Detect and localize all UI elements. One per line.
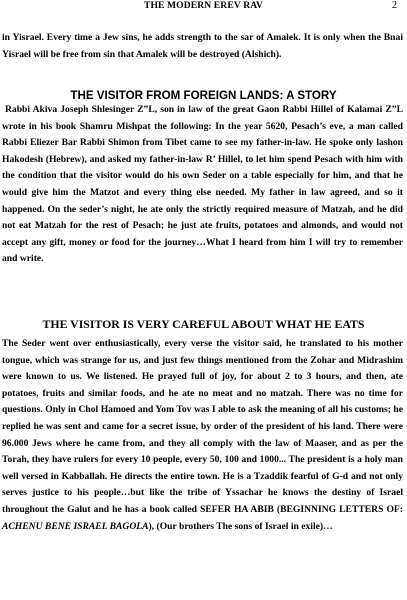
paragraph-opening: in Yisrael. Every time a Jew sins, he adds strength to the sar of Amalek. It is only when the Bnai Yisrael will be free from sin that Amalek will be destroyed (Alshich). [2,32,403,60]
paragraph-careful-eating-tail: ), (Our brothers The sons of Israel in exile)… [148,520,333,532]
paragraph-careful-eating-italic: ACHENU BENE ISRAEL BAGOLA [2,520,149,532]
running-header [0,0,407,12]
paragraph-careful-eating-main: The Seder went over enthusiastically, every verse the visitor said, he translated to his mother tongue, which was strange for us, and just few things mentioned from the Zohar and Midrashim were known to us. We listened. He prayed full of joy, for about 2 to 3 hours, and then, ate potatoes, fruits and similar foods, and he ate no meat and no matzah. There was no time for questions. Only in Chol Hamoed and Yom Tov was I able to ask the meaning of all his customs; he replied he was sent and came for a secret issue, by order of the president of his land. There were 96.000 Jews where he came from, and they all comply with the law of Maaser, and as per the Torah, they have rulers for every 10 people, every 50, 100 and 1000... The president is a holy man well versed in Kabballah. He directs the entire town. He is a Tzaddik fearful of G-d and not only serves justice to his people…but like the tribe of Yssachar he knows the destiny of Israel throughout the Galut and he has a book called SEFER HA ABIB (BEGINNING LETTERS OF: [2,338,403,515]
section-heading-visitor-story: THE VISITOR FROM FOREIGN LANDS: A STORY [70,89,337,102]
paragraph-visitor-story: Rabbi Akiva Joseph Shlesinger Z”L, son in law of the great Gaon Rabbi Hillel of Kalamai Z”L wrote in his book Shamru Mishpat the following: In the year 5620, Pesach’s eve, a man called Rabbi Eliezer Bar Rabbi Shimon from Tibet came to see my father-in-law. He spoke only lashon Hakodesh (Hebrew), and asked my father-in-law R’ Hillel, to let him spend Pesach with him with the condition that the visitor would do his own Seder on a table especially for him, and that he would give him the Matzot and every thing else needed. My father in law agreed, and so it happened. On the seder’s night, he ate only the strictly required measure of Matzah, and he did not eat Matzah for the rest of Pesach; he just ate fruits, potatoes and almonds, and would not accept any gift, money or food for the journey…What I heard from him I will try to remember and write. [2,104,403,265]
paragraph-careful-eating [2,336,403,535]
page-number: 2 [392,0,397,11]
running-title: THE MODERN EREV RAV [143,0,264,11]
section-heading-careful-eating: THE VISITOR IS VERY CAREFUL ABOUT WHAT HE EATS [42,317,365,331]
